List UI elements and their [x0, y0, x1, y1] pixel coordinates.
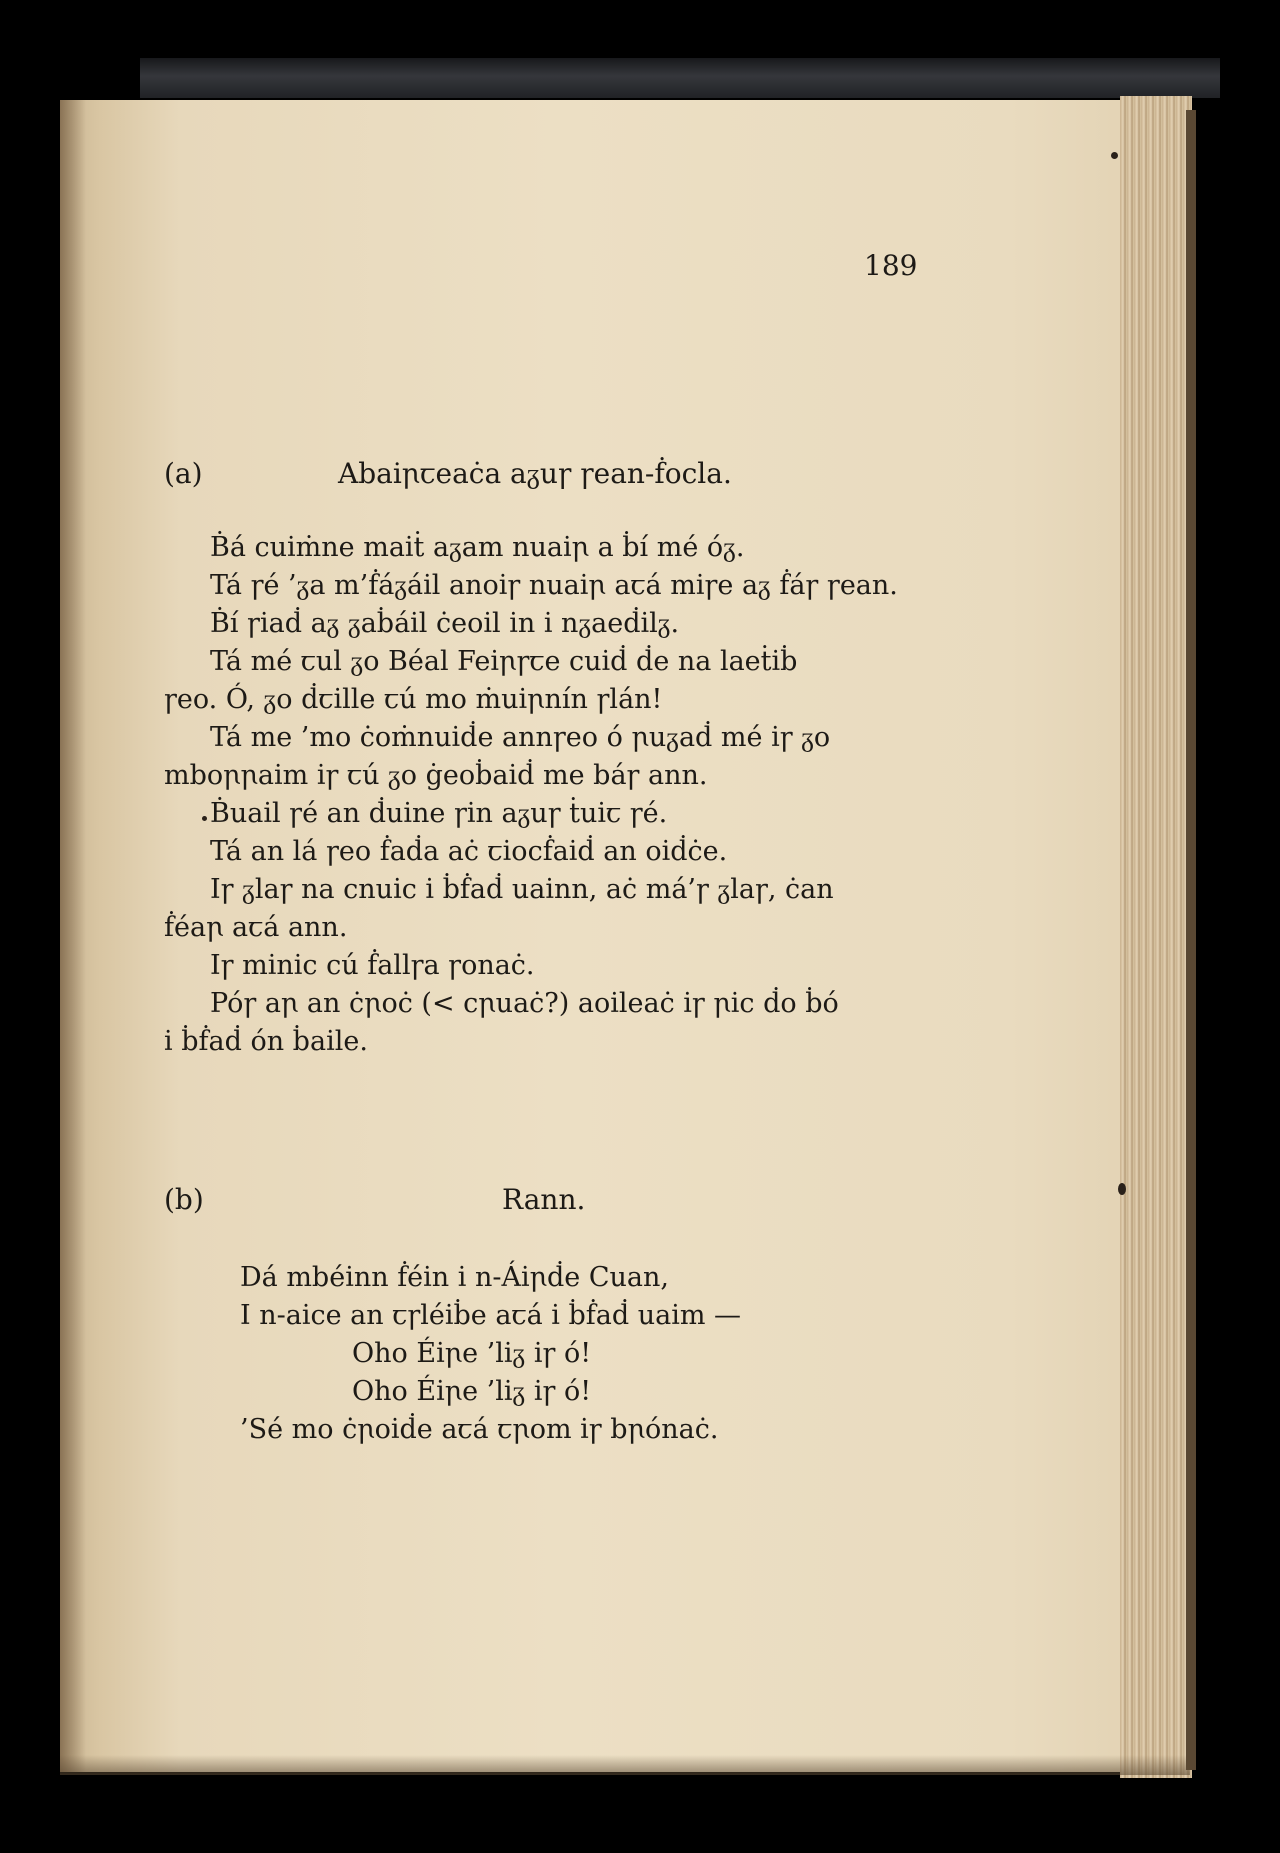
section-a-line: Tá an lá ꞅeo ḟaḋa aċ ꞇiocḟaiḋ an oiḋċe.: [210, 836, 728, 867]
section-a-line: Tá me ’mo ċoṁnuiḋe annꞅeo ó ꞃuᵹaḋ mé iꞅ ᵹo: [210, 722, 831, 753]
section-a-line: ḟéaꞃ aꞇá ann.: [164, 912, 348, 943]
section-a-line: mboꞃꞃaim iꞅ ꞇú ᵹo ġeoḃaiḋ me báꞅ ann.: [164, 760, 708, 791]
page-stack-edge: [1120, 96, 1192, 1778]
section-a-line: Tá mé ꞇul ᵹo Béal Feiꞃꞅꞇe cuiḋ ḋe na laeṫiḃ: [210, 646, 798, 677]
section-b-line: I n-aice an ꞇꞅléiḃe aꞇá i ḃḟaḋ uaim —: [240, 1300, 742, 1331]
page-bottom-shadow: [60, 1755, 1190, 1775]
section-a-label: (a): [164, 457, 203, 490]
section-b-line: Dá mbéinn ḟéin i n-Áiꞃḋe Cuan,: [240, 1262, 669, 1293]
ink-speck: [202, 816, 207, 821]
section-a-line: ꞅeo. Ó, ᵹo ḋꞇille ꞇú mo ṁuiꞃnín ꞅlán!: [164, 684, 663, 715]
section-b-label: (b): [164, 1183, 204, 1216]
section-b-line: Oho Éiꞃe ’liᵹ iꞅ ó!: [352, 1338, 592, 1369]
page-stack-edge-dark: [1186, 110, 1196, 1770]
section-a-line: Ḃuail ꞅé an ḋuine ꞅin aᵹuꞅ ṫuiꞇ ꞅé.: [210, 798, 668, 829]
section-a-line: Ḃí ꞅiaḋ aᵹ ᵹaḃáil ċeoil in i nᵹaeḋilᵹ.: [210, 608, 680, 639]
page-number: 189: [864, 249, 918, 282]
ink-speck: [1118, 1183, 1126, 1195]
section-a-line: Tá ꞅé ’ᵹa m’ḟáᵹáil anoiꞅ nuaiꞃ aꞇá miꞅe aᵹ ḟáꞅ ꞅean.: [210, 570, 898, 601]
section-a-line: Iꞅ minic cú ḟallꞅa ꞅonaċ.: [210, 950, 535, 981]
section-b-title: Rann.: [502, 1183, 586, 1216]
section-a-title: Abaiꞃꞇeaċa aᵹuꞅ ꞅean-ḟocla.: [338, 457, 732, 490]
ink-speck: [1111, 152, 1118, 159]
section-b-line: ’Sé mo ċꞃoiḋe aꞇá ꞇꞃom iꞅ bꞃónaċ.: [240, 1414, 719, 1445]
section-a-line: Ḃá cuiṁne maiṫ aᵹam nuaiꞃ a ḃí mé óᵹ.: [210, 532, 745, 563]
section-a-line: Póꞅ aꞃ an ċꞃoċ (< cꞃuaċ?) aoileaċ iꞅ ꞃic ḋo ḃó: [210, 988, 839, 1019]
plastic-sleeve-edge: [140, 58, 1220, 98]
section-a-line: i ḃḟaḋ ón ḃaile.: [164, 1026, 368, 1057]
gutter-shadow: [60, 100, 86, 1772]
section-a-line: Iꞅ ᵹlaꞅ na cnuic i ḃḟaḋ uainn, aċ má’ꞅ ᵹlaꞅ, ċan: [210, 874, 834, 905]
section-b-line: Oho Éiꞃe ’liᵹ iꞅ ó!: [352, 1376, 592, 1407]
